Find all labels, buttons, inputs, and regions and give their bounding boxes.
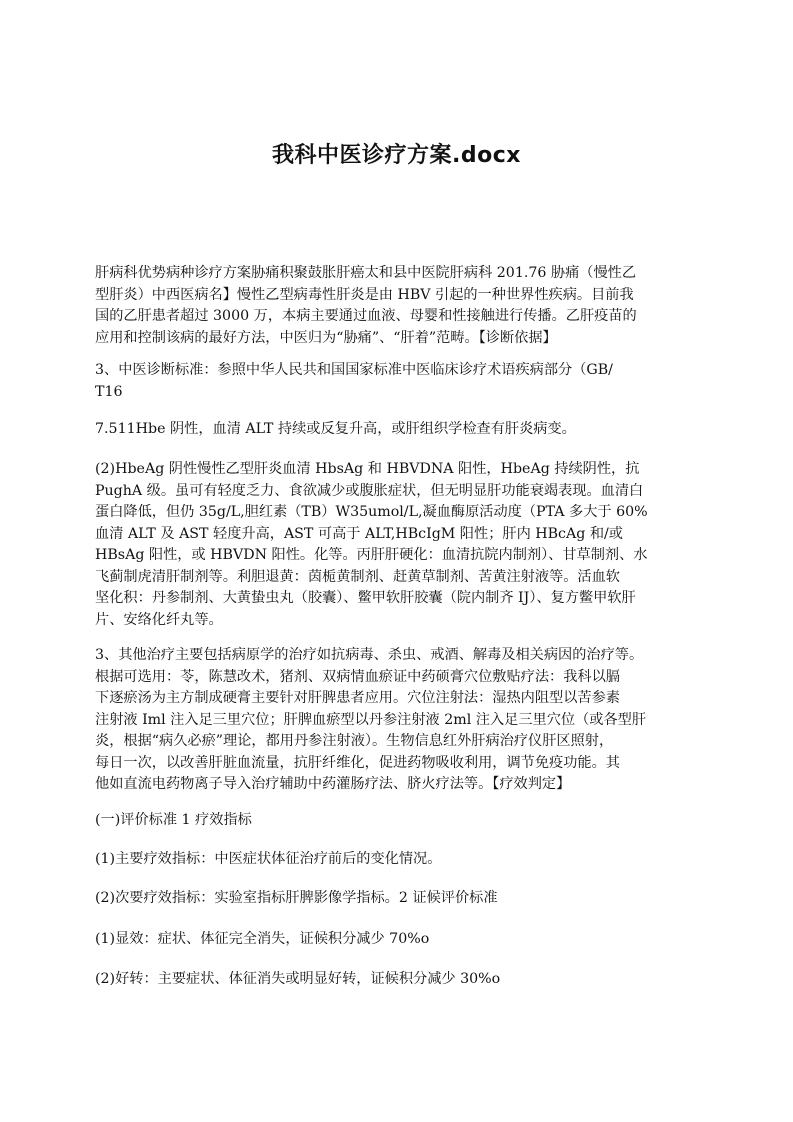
paragraph-tcm-diagnosis (95, 360, 713, 403)
text-line: 飞蓟制虎清肝制剂等。利胆退黄：茵栀黄制剂、赶黄草制剂、苦黄注射液等。活血软 (95, 568, 620, 585)
text-line: 他如直流电药物离子导入治疗辅助中药灌肠疗法、脐火疗法等。【疗效判定】 (95, 776, 571, 792)
text-line: 国的乙肝患者超过 3000 万，本病主要通过血液、母婴和性接触进行传播。乙肝疫苗的 (95, 308, 637, 324)
paragraph-other-treatment (95, 645, 713, 796)
text-line: (1)主要疗效指标：中医症状体征治疗前后的变化情况。 (95, 851, 442, 867)
paragraph-evaluation-standard (95, 810, 713, 832)
text-line: T16 (95, 383, 123, 400)
paragraph-improvement (95, 969, 713, 991)
text-line: (2)次要疗效指标：实验室指标肝脾影像学指标。2 证候评价标准 (95, 890, 498, 906)
text-line: 每日一次，以改善肝脏血流量，抗肝纤维化，促进药物吸收利用，调节免疫功能。其 (95, 754, 620, 771)
text-line: (2)好转：主要症状、体征消失或明显好转，证候积分减少 30%o (95, 971, 501, 987)
paragraph-hbe-negative (95, 419, 713, 441)
text-line: (一)评价标准 1 疗效指标 (95, 812, 252, 828)
paragraph-secondary-indicator (95, 888, 713, 910)
paragraph-marked-effect (95, 929, 713, 951)
text-line: 蛋白降低，但仍 35g/L,胆红素（TB）W35umol/L,凝血酶原活动度（PTA 多大于 60% (95, 504, 648, 520)
text-line: 坚化积：丹参制剂、大黄蛰虫丸（胶囊）、鳖甲软肝胶囊（院内制齐 IJ）、复方鳖甲软肝 (95, 590, 636, 606)
text-line: 根据可选用：苓，陈慧改术，猪剂、双病情血瘀证中药硕膏穴位敷贴疗法：我科以膈 (95, 668, 620, 685)
text-line: HBsAg 阳性，或 HBVDN 阳性。化等。丙肝肝硬化：血清抗院内制剂）、甘草制剂、水 (95, 547, 648, 563)
text-line: 型肝炎）中西医病名】慢性乙型病毒性肝炎是由 HBV 引起的一种世界性疾病。目前我 (95, 286, 634, 303)
text-line: 血清 ALT 及 AST 轻度升高，AST 可高于 ALT,HBcIgM 阳性；肝内 HBcAg 和/或 (95, 525, 623, 542)
text-line: 7.511Hbe 阴性，血清 ALT 持续或反复升高，或肝组织学检查有肝炎病变。 (95, 421, 576, 437)
text-line: 肝病科优势病种诊疗方案胁痛积聚鼓胀肝癌太和县中医院肝病科 201.76 胁痛（慢性乙 (95, 265, 637, 281)
text-line: (1)显效：症状、体征完全消失，证候积分减少 70%o (95, 931, 430, 947)
text-line: (2)HbeAg 阴性慢性乙型肝炎血清 HbsAg 和 HBVDNA 阳性，HbeAg 持续阴性，抗 (95, 461, 640, 477)
text-line: 注射液 Iml 注入足三里穴位；肝脾血瘀型以丹参注射液 2ml 注入足三里穴位（或各型肝 (95, 711, 647, 728)
text-line: 3、中医诊断标准：参照中华人民共和国国家标准中医临床诊疗术语疾病部分（GB/ (95, 362, 613, 378)
paragraph-hbeag-negative-hepatitis (95, 459, 713, 631)
document-title: 我科中医诊疗方案.docx (272, 143, 521, 168)
text-line: 片、安络化纤丸等。 (95, 611, 223, 628)
paragraph-primary-indicator (95, 849, 713, 871)
text-line: 应用和控制该病的最好方法，中医归为“胁痛”、“肝着”范畴。【诊断依据】 (95, 329, 557, 346)
text-line: PughA 级。虽可有轻度乏力、食欲减少或腹胀症状，但无明显肝功能衰竭表现。血清白 (95, 482, 644, 499)
text-line: 炎，根据“病久必瘀”理论，都用丹参注射液）。生物信息红外肝病治疗仪肝区照射， (95, 733, 614, 749)
text-line: 下逐瘀汤为主方制成硬膏主要针对肝脾患者应用。穴位注射法：湿热内阻型以苦参素 (95, 690, 620, 706)
text-line: 3、其他治疗主要包括病原学的治疗如抗病毒、杀虫、戒酒、解毒及相关病因的治疗等。 (95, 647, 644, 663)
paragraph-intro (95, 263, 713, 349)
